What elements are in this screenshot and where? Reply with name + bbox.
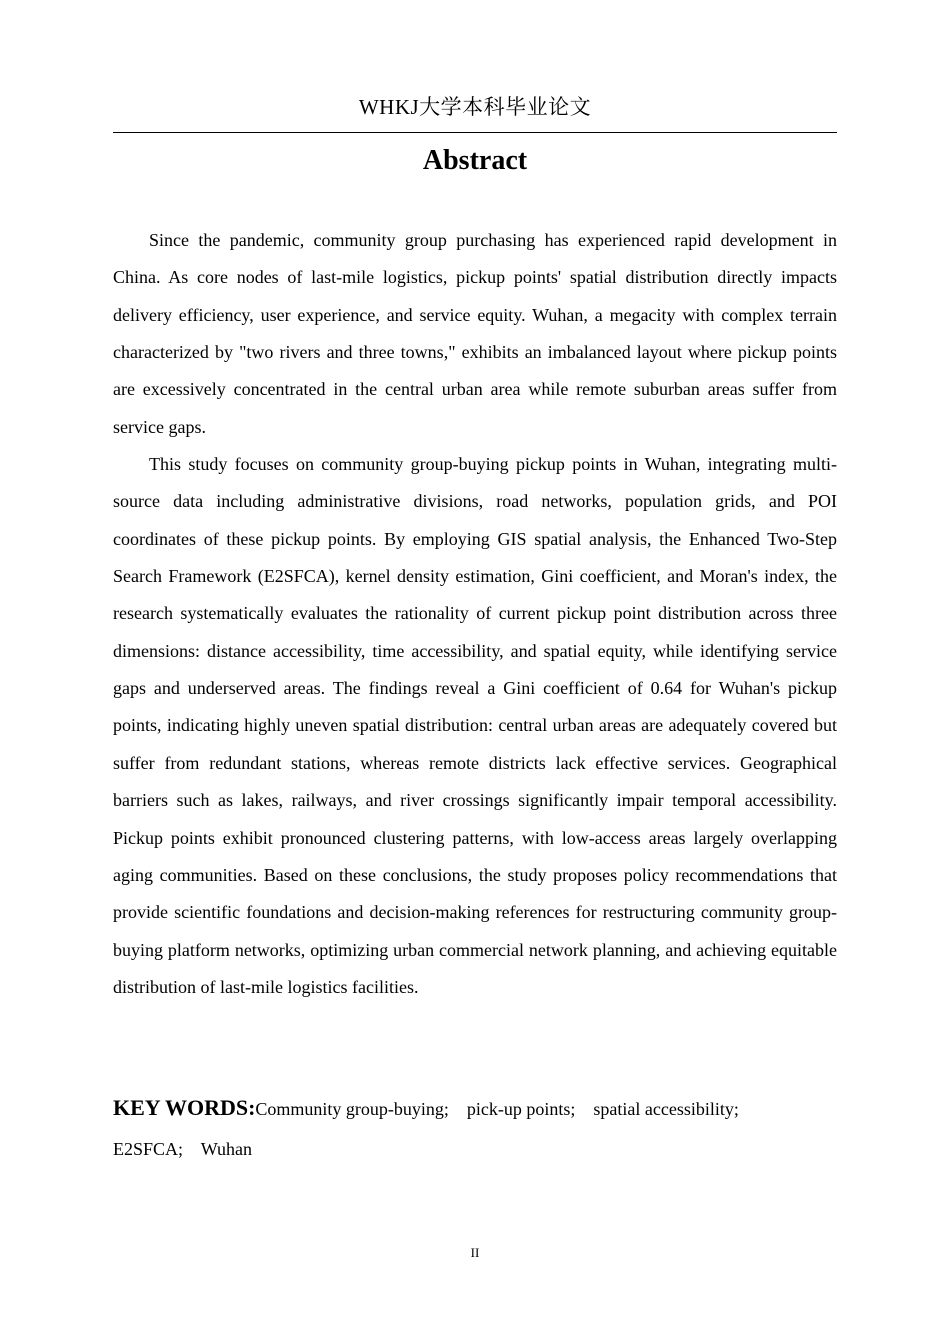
keyword-item: spatial accessibility; <box>593 1099 739 1119</box>
keywords-label: KEY WORDS: <box>113 1095 256 1120</box>
keyword-item: pick-up points; <box>466 1099 576 1119</box>
abstract-title: Abstract <box>422 145 528 176</box>
keyword-item: E2SFCA; <box>113 1139 184 1159</box>
page-number: II <box>470 1245 480 1260</box>
abstract-paragraph-2: This study focuses on community group-buying pickup points in Wuhan, integrating multi-source data including administrative divisions, road networks, population grids, and POI coordinates of these pickup points. By employing GIS spatial analysis, the Enhanced Two-Step Search Framework (E2SFCA), kernel density estimation, Gini coefficient, and Moran's index, the research systematically evaluates the rationality of current pickup point distribution across three dimensions: distance accessibility, time accessibility, and spatial equity, while identifying service gaps and underserved areas. The findings reveal a Gini coefficient of 0.64 for Wuhan's pickup points, indicating highly uneven spatial distribution: central urban areas are adequately covered but suffer from redundant stations, whereas remote districts lack effective services. Geographical barriers such as lakes, railways, and river crossings significantly impair temporal accessibility. Pickup points exhibit pronounced clustering patterns, with low-access areas largely overlapping aging communities. Based on these conclusions, the study proposes policy recommendations that provide scientific foundations and decision-making references for restructuring community group-buying platform networks, optimizing urban commercial network planning, and achieving equitable distribution of last-mile logistics facilities. <box>113 454 837 997</box>
keyword-item: Wuhan <box>200 1139 252 1159</box>
running-header: WHKJ大学本科毕业论文 <box>358 95 592 119</box>
keywords-section <box>113 1088 837 1169</box>
abstract-body <box>113 222 837 1006</box>
keyword-item: Community group-buying; <box>255 1099 449 1119</box>
header-rule <box>113 132 837 133</box>
abstract-paragraph-1: Since the pandemic, community group purchasing has experienced rapid development in China. As core nodes of last-mile logistics, pickup points' spatial distribution directly impacts delivery efficiency, user experience, and service equity. Wuhan, a megacity with complex terrain characterized by "two rivers and three towns," exhibits an imbalanced layout where pickup points are excessively concentrated in the central urban area while remote suburban areas suffer from service gaps. <box>113 230 837 437</box>
